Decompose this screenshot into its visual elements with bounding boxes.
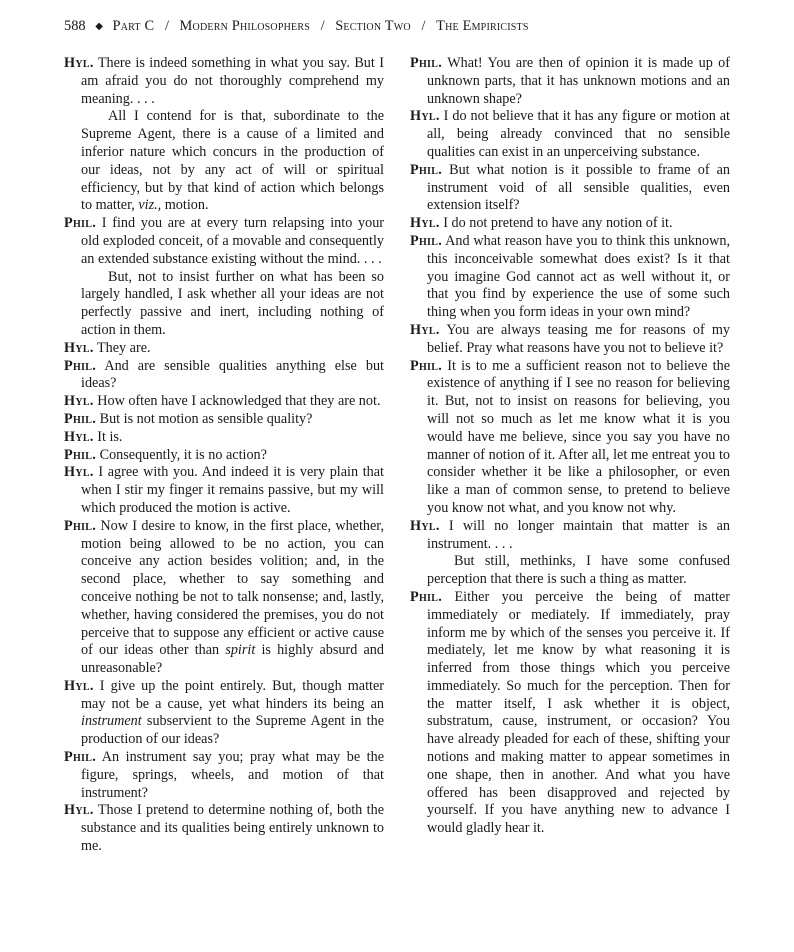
dialogue-text: I find you are at every turn relapsing into your old exploded conceit, of a movable and consequently an extended substance existing without the mind. . . .: [81, 215, 385, 267]
speaker-label: Phil.: [64, 410, 97, 427]
speaker-label: Phil.: [410, 357, 443, 374]
speaker-label: Phil.: [64, 446, 97, 463]
left-column: [64, 55, 384, 856]
header-section-title: Modern Philosophers: [179, 18, 310, 34]
dialogue-text: All I contend for is that, subordinate to the Supreme Agent, there is a cause of a limited and inferior nature which concurs in the production of our ideas, not by any act of will or spiritual efficiency, but by that kind of action which belongs to matter,: [81, 108, 384, 214]
header-separator: /: [421, 18, 426, 34]
dialogue-text: It is to me a sufficient reason not to believe the existence of anything if I see no reason for believing it. But, not to insist on reasons for believing, you will not so much as let me know what it is you would have me believe, since you say you have no manner of notion of it. After all, let me entreat you to consider whether it be like a philosopher, or even like a man of common sense, to pretend to believe you know not what, and you know not why.: [427, 357, 730, 516]
speaker-label: Hyl.: [410, 517, 440, 534]
dialogue-continuation: [64, 108, 384, 215]
dialogue-text: I agree with you. And indeed it is very plain that when I stir my finger it remains passive, but my will which produced the motion is active.: [81, 464, 384, 516]
dialogue-entry: [410, 108, 730, 161]
speaker-label: Hyl.: [64, 55, 94, 71]
dialogue-text: But, not to insist further on what has been so largely handled, I ask whether all your ideas are not perfectly passive and inert, including nothing of action in them.: [81, 268, 384, 338]
dialogue-entry: [64, 518, 384, 678]
dialogue-entry: [64, 802, 384, 855]
dialogue-continuation: [64, 269, 384, 340]
header-separator: /: [320, 18, 325, 34]
dialogue-text: But still, methinks, I have some confused perception that there is such a thing as matter.: [427, 553, 730, 588]
speaker-label: Hyl.: [410, 215, 440, 232]
dialogue-text: They are.: [96, 339, 151, 356]
dialogue-entry: [64, 358, 384, 394]
speaker-label: Phil.: [410, 232, 443, 249]
header-subsection: The Empiricists: [436, 18, 529, 34]
dialogue-text: But is not motion as sensible quality?: [99, 410, 313, 427]
dialogue-text: is highly absurd and unreasonable?: [81, 642, 384, 677]
dialogue-text: Those I pretend to determine nothing of, both the substance and its qualities being entirely unknown to me.: [81, 802, 384, 855]
dialogue-entry: [410, 55, 730, 108]
speaker-label: Phil.: [410, 161, 443, 178]
speaker-label: Hyl.: [64, 464, 94, 481]
dialogue-text: I do not believe that it has any figure or motion at all, being already convinced that no sensible qualities can exist in an unperceiving substance.: [427, 108, 730, 160]
dialogue-text: And are sensible qualities anything else but ideas?: [81, 357, 384, 392]
right-column: [410, 55, 730, 838]
speaker-label: Hyl.: [410, 321, 440, 338]
italic-text: viz.: [138, 197, 158, 214]
dialogue-text: How often have I acknowledged that they are not.: [97, 393, 381, 410]
dialogue-text: subservient to the Supreme Agent in the production of our ideas?: [81, 713, 384, 748]
dialogue-entry: [64, 393, 384, 411]
italic-text: spirit: [225, 642, 256, 659]
dialogue-text: There is indeed something in what you say. But I am afraid you do not thoroughly comprehend my meaning. . . .: [81, 55, 384, 107]
speaker-label: Hyl.: [64, 802, 94, 819]
dialogue-entry: [410, 162, 730, 215]
speaker-label: Phil.: [64, 749, 97, 766]
dialogue-entry: [64, 215, 384, 268]
dialogue-entry: [410, 589, 730, 838]
dialogue-entry: [410, 358, 730, 518]
dialogue-text: I give up the point entirely. But, though matter may not be a cause, yet what hinders its being an: [81, 677, 384, 712]
dialogue-text: You are always teasing me for reasons of my belief. Pray what reasons have you not to believe it?: [427, 321, 730, 356]
diamond-ornament-icon: ◆: [95, 21, 103, 32]
speaker-label: Phil.: [64, 517, 97, 534]
header-part: Part C: [112, 18, 155, 34]
speaker-label: Phil.: [64, 357, 97, 374]
italic-text: instrument: [81, 713, 142, 730]
speaker-label: Phil.: [64, 215, 97, 232]
dialogue-entry: [64, 411, 384, 429]
dialogue-text: But what notion is it possible to frame of an instrument void of all sensible qualities, even extension itself?: [427, 161, 730, 214]
header-section: Section Two: [335, 18, 411, 34]
dialogue-entry: [410, 233, 730, 322]
speaker-label: Hyl.: [410, 108, 440, 125]
dialogue-text: Now I desire to know, in the first place, whether, motion being allowed to be no action, you can conceive any action besides volition; and, in the second place, whether to say something and conceive nothing be not to talk nonsense; and, lastly, whether, having considered the premises, you do not perceive that to suppose any efficient or active cause of our ideas other than: [81, 517, 384, 659]
dialogue-entry: [410, 215, 730, 233]
dialogue-continuation: [410, 553, 730, 589]
dialogue-entry: [64, 429, 384, 447]
speaker-label: Hyl.: [64, 339, 94, 356]
speaker-label: Hyl.: [64, 428, 94, 445]
dialogue-text: I do not pretend to have any notion of it.: [443, 215, 673, 232]
dialogue-text: It is.: [97, 428, 123, 445]
dialogue-entry: [64, 749, 384, 802]
dialogue-entry: [64, 55, 384, 108]
speaker-label: Hyl.: [64, 677, 94, 694]
speaker-label: Phil.: [410, 55, 443, 71]
dialogue-entry: [64, 464, 384, 517]
speaker-label: Phil.: [410, 588, 443, 605]
dialogue-entry: [410, 518, 730, 554]
dialogue-text: Consequently, it is no action?: [99, 446, 267, 463]
dialogue-entry: [64, 447, 384, 465]
dialogue-text: Either you perceive the being of matter immediately or mediately. If immediately, pray inform me by which of the senses you perceive it. If mediately, let me know by what reasoning it is inferred from those things which you perceive immediately. So much for the perception. Then for the matter itself, I ask whether it is object, substratum, cause, instrument, or occasion? You have already pleaded for each of these, shifting your notions and making matter to appear sometimes in one shape, then in another. And what you have offered has been disapproved and rejected by yourself. If you have anything new to advance I would gladly hear it.: [427, 588, 730, 837]
dialogue-text: And what reason have you to think this unknown, this inconceivable somewhat does exist? Is it that you imagine God cannot act as well without it, or that you find by experience the use of some such thing when you form ideas in your own mind?: [427, 232, 731, 321]
header-separator: /: [164, 18, 169, 34]
dialogue-text: What! You are then of opinion it is made up of unknown parts, that it has unknown motions and an unknown shape?: [427, 55, 730, 107]
dialogue-entry: [64, 340, 384, 358]
dialogue-entry: [64, 678, 384, 749]
dialogue-text: An instrument say you; pray what may be the figure, springs, wheels, and motion of that instrument?: [81, 749, 384, 801]
running-header: [64, 18, 744, 38]
dialogue-text: , motion.: [157, 197, 209, 214]
dialogue-entry: [410, 322, 730, 358]
speaker-label: Hyl.: [64, 393, 94, 410]
dialogue-text: I will no longer maintain that matter is an instrument. . . .: [427, 517, 730, 552]
page-number: 588: [64, 18, 86, 34]
